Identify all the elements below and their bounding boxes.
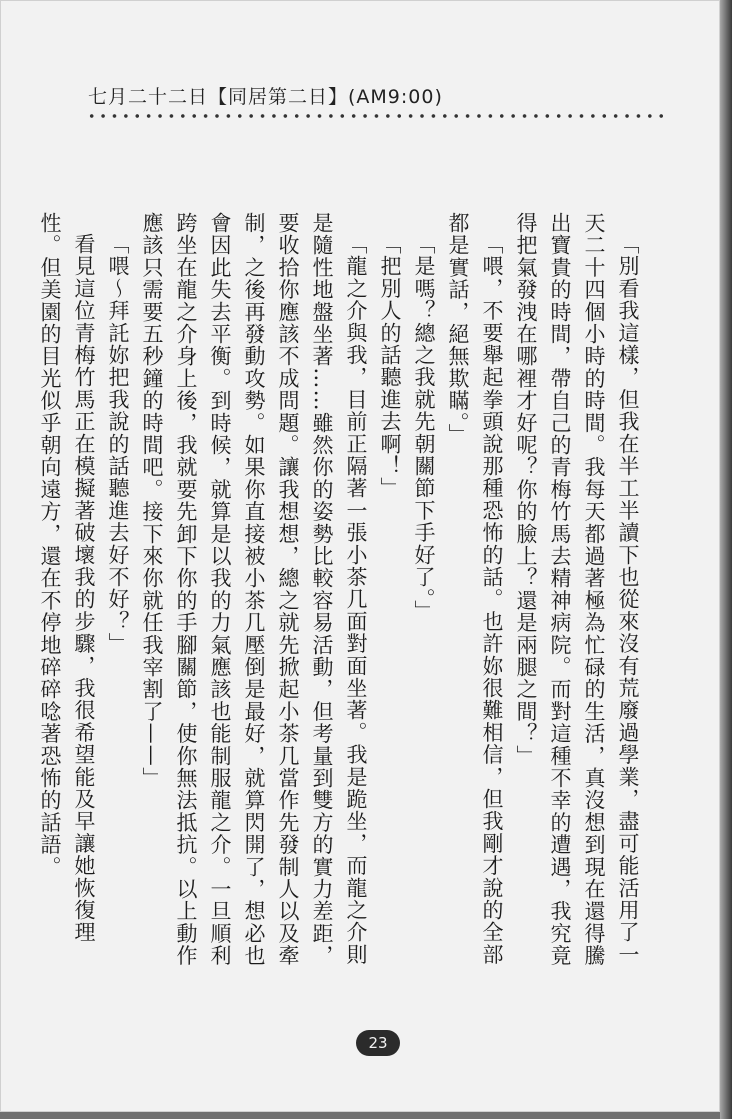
paragraph: 看見這位青梅竹馬正在模擬著破壞我的步驟，我很希望能及早讓她恢復理性。但美園的目光似乎朝向遠方，還在不停地碎碎唸著恐怖的話語。 xyxy=(38,212,96,944)
page-edge-shadow xyxy=(720,0,732,1119)
paragraph: 「是嗎？總之我就先朝關節下手好了。」 xyxy=(412,233,436,623)
body-text xyxy=(38,212,645,972)
chapter-header: 七月二十二日【同居第二日】(AM9:00) xyxy=(88,86,443,108)
paragraph: 「喂，不要舉起拳頭說那種恐怖的話。也許妳很難相信，但我剛才說的全部都是實話，絕無欺瞞。」 xyxy=(446,212,504,966)
paragraph: 「龍之介與我，目前正隔著一張小茶几面對面坐著。我是跪坐，而龍之介則是隨性地盤坐著……雖然你的姿勢比較容易活動，但考量到雙方的實力差距，要收拾你應該不成問題。讓我想想，總之就先掀起小茶几當作先發制人以及牽制，之後再發動攻勢。如果你直接被小茶几壓倒是最好，就算閃開了，想必也會因此失去平衡。到時候，就算是以我的力氣應該也能制服龍之介。一旦順利跨坐在龍之介身上後，我就要先卸下你的手腳關節，使你無法抵抗。以上動作應該只需要五秒鐘的時間吧。接下來你就任我宰割了——」 xyxy=(140,212,368,967)
paragraph: 「把別人的話聽進去啊！」 xyxy=(378,233,402,500)
paragraph: 「喂～拜託妳把我說的話聽進去好不好？」 xyxy=(106,233,130,655)
page-number: 23 xyxy=(356,1030,400,1056)
paragraph: 「別看我這樣，但我在半工半讀下也從來沒有荒廢過學業，盡可能活用了一天二十四個小時的時間。我每天都過著極為忙碌的生活，真沒想到現在還得騰出寶貴的時間，帶自己的青梅竹馬去精神病院。而對這種不幸的遭遇，我究竟得把氣發洩在哪裡才好呢？你的臉上？還是兩腿之間？」 xyxy=(514,212,640,967)
dotted-divider xyxy=(86,112,670,120)
